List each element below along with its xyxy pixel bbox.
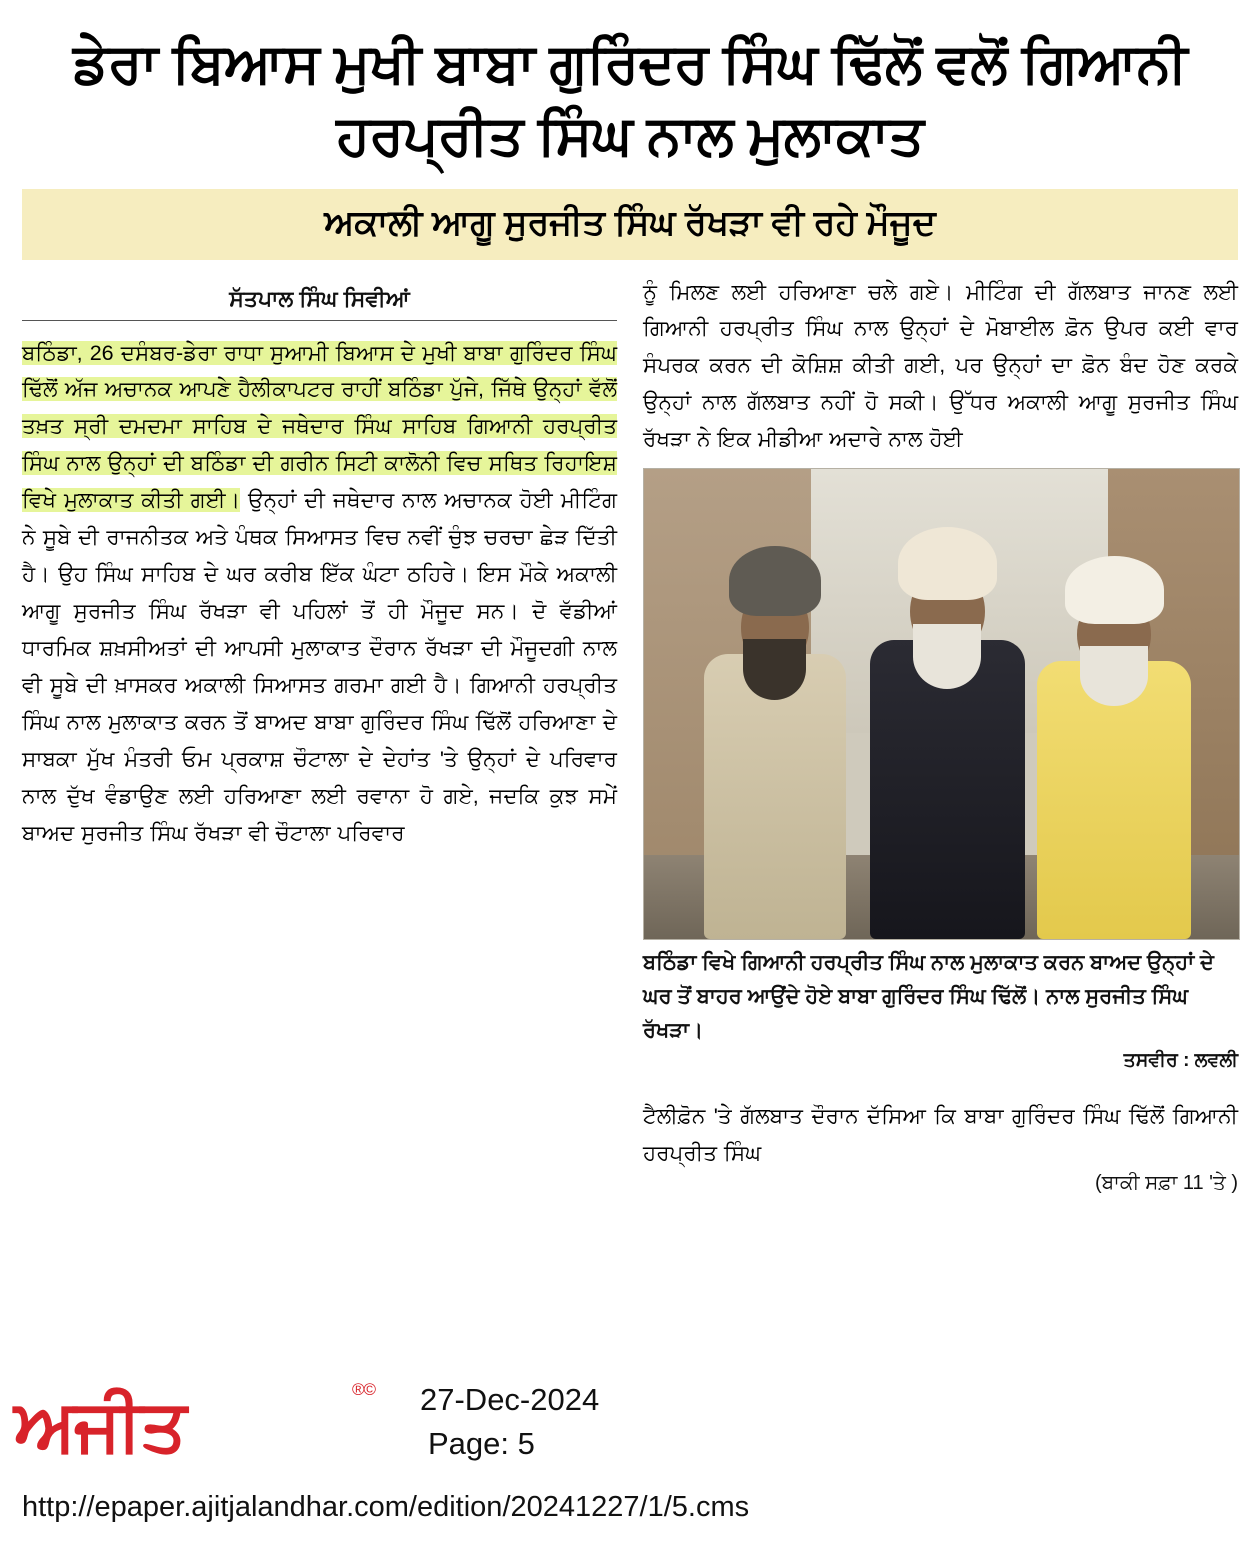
photo-person-right-turban	[1065, 556, 1164, 624]
right-column-bottom-text: ਟੈਲੀਫ਼ੋਨ 'ਤੇ ਗੱਲਬਾਤ ਦੌਰਾਨ ਦੱਸਿਆ ਕਿ ਬਾਬਾ ਗੁਰਿੰਦਰ ਸਿੰਘ ਢਿੱਲੋਂ ਗਿਆਨੀ ਹਰਪ੍ਰੀਤ ਸਿੰਘ	[643, 1104, 1238, 1166]
article-columns	[22, 274, 1238, 1196]
right-column	[643, 274, 1238, 1196]
photo-person-right	[1037, 563, 1192, 939]
photo-person-center-turban	[898, 527, 997, 600]
page-title: ਡੇਰਾ ਬਿਆਸ ਮੁਖੀ ਬਾਬਾ ਗੁਰਿੰਦਰ ਸਿੰਘ ਢਿੱਲੋਂ ਵਲੋਂ ਗਿਆਨੀ ਹਰਪ੍ਰੀਤ ਸਿੰਘ ਨਾਲ ਮੁਲਾਕਾਤ	[72, 32, 1188, 166]
left-column	[22, 274, 617, 1196]
photo-credit: ਤਸਵੀਰ : ਲਵਲੀ	[1123, 1050, 1238, 1072]
byline: ਸੱਤਪਾਲ ਸਿੰਘ ਸਿਵੀਆਂ	[229, 285, 410, 311]
right-column-top-text: ਨੂੰ ਮਿਲਣ ਲਈ ਹਰਿਆਣਾ ਚਲੇ ਗਏ। ਮੀਟਿੰਗ ਦੀ ਗੱਲਬਾਤ ਜਾਨਣ ਲਈ ਗਿਆਨੀ ਹਰਪ੍ਰੀਤ ਸਿੰਘ ਨਾਲ ਉਨ੍ਹਾਂ ਦੇ ਮੋਬਾਈਲ ਫ਼ੋਨ ਉਪਰ ਕਈ ਵਾਰ ਸੰਪਰਕ ਕਰਨ ਦੀ ਕੋਸ਼ਿਸ਼ ਕੀਤੀ ਗਈ, ਪਰ ਉਨ੍ਹਾਂ ਦਾ ਫ਼ੋਨ ਬੰਦ ਹੋਣ ਕਰਕੇ ਉਨ੍ਹਾਂ ਨਾਲ ਗੱਲਬਾਤ ਨਹੀਂ ਹੋ ਸਕੀ। ਉੱਧਰ ਅਕਾਲੀ ਆਗੂ ਸੁਰਜੀਤ ਸਿੰਘ ਰੱਖੜਾ ਨੇ ਇਕ ਮੀਡੀਆ ਅਦਾਰੇ ਨਾਲ ਹੋਈ	[643, 279, 1238, 452]
subheadline: ਅਕਾਲੀ ਆਗੂ ਸੁਰਜੀਤ ਸਿੰਘ ਰੱਖੜਾ ਵੀ ਰਹੇ ਮੌਜੂਦ	[22, 189, 1238, 260]
photo-person-left	[704, 554, 847, 939]
byline-divider	[22, 320, 617, 321]
photo-person-center	[870, 535, 1025, 939]
left-column-remaining-text: ਉਨ੍ਹਾਂ ਦੀ ਜਥੇਦਾਰ ਨਾਲ ਅਚਾਨਕ ਹੋਈ ਮੀਟਿੰਗ ਨੇ ਸੂਬੇ ਦੀ ਰਾਜਨੀਤਕ ਅਤੇ ਪੰਥਕ ਸਿਆਸਤ ਵਿਚ ਨਵੀਂ ਚੁੰਝ ਚਰਚਾ ਛੇੜ ਦਿੱਤੀ ਹੈ। ਉਹ ਸਿੰਘ ਸਾਹਿਬ ਦੇ ਘਰ ਕਰੀਬ ਇੱਕ ਘੰਟਾ ਠਹਿਰੇ। ਇਸ ਮੌਕੇ ਅਕਾਲੀ ਆਗੂ ਸੁਰਜੀਤ ਸਿੰਘ ਰੱਖੜਾ ਵੀ ਪਹਿਲਾਂ ਤੋਂ ਹੀ ਮੌਜੂਦ ਸਨ। ਦੋ ਵੱਡੀਆਂ ਧਾਰਮਿਕ ਸ਼ਖ਼ਸੀਅਤਾਂ ਦੀ ਆਪਸੀ ਮੁਲਾਕਾਤ ਦੌਰਾਨ ਰੱਖੜਾ ਦੀ ਮੌਜੂਦਗੀ ਨਾਲ ਵੀ ਸੂਬੇ ਦੀ ਖ਼ਾਸਕਰ ਅਕਾਲੀ ਸਿਆਸਤ ਗਰਮਾ ਗਈ ਹੈ। ਗਿਆਨੀ ਹਰਪ੍ਰੀਤ ਸਿੰਘ ਨਾਲ ਮੁਲਾਕਾਤ ਕਰਨ ਤੋਂ ਬਾਅਦ ਬਾਬਾ ਗੁਰਿੰਦਰ ਸਿੰਘ ਢਿੱਲੋਂ ਹਰਿਆਣਾ ਦੇ ਸਾਬਕਾ ਮੁੱਖ ਮੰਤਰੀ ਓਮ ਪ੍ਰਕਾਸ਼ ਚੌਟਾਲਾ ਦੇ ਦੇਹਾਂਤ 'ਤੇ ਉਨ੍ਹਾਂ ਦੇ ਪਰਿਵਾਰ ਨਾਲ ਦੁੱਖ ਵੰਡਾਉਣ ਲਈ ਹਰਿਆਣਾ ਲਈ ਰਵਾਨਾ ਹੋ ਗਏ, ਜਦਕਿ ਕੁਝ ਸਮੇਂ ਬਾਅਦ ਸੁਰਜੀਤ ਸਿੰਘ ਰੱਖੜਾ ਵੀ ਚੌਟਾਲਾ ਪਰਿਵਾਰ	[22, 488, 617, 846]
registered-trademark-icon: ®©	[352, 1380, 376, 1399]
continued-on-page-note: (ਬਾਕੀ ਸਫ਼ਾ 11 'ਤੇ )	[1095, 1172, 1238, 1195]
photo-person-center-beard	[913, 624, 981, 689]
article-photo	[643, 468, 1240, 940]
left-column-body	[22, 335, 617, 853]
photo-person-left-turban	[729, 546, 820, 615]
photo-caption: ਬਠਿੰਡਾ ਵਿਖੇ ਗਿਆਨੀ ਹਰਪ੍ਰੀਤ ਸਿੰਘ ਨਾਲ ਮੁਲਾਕਾਤ ਕਰਨ ਬਾਅਦ ਉਨ੍ਹਾਂ ਦੇ ਘਰ ਤੋਂ ਬਾਹਰ ਆਉਂਦੇ ਹੋਏ ਬਾਬਾ ਗੁਰਿੰਦਰ ਸਿੰਘ ਢਿੱਲੋਂ। ਨਾਲ ਸੁਰਜੀਤ ਸਿੰਘ ਰੱਖੜਾ।	[643, 951, 1214, 1043]
publication-date: 27-Dec-2024	[420, 1382, 600, 1417]
source-url[interactable]: http://epaper.ajitjalandhar.com/edition/20241227/1/5.cms	[22, 1491, 750, 1523]
article-photo-wrapper	[643, 468, 1238, 940]
newspaper-clipping-page	[0, 28, 1260, 1548]
highlighted-lead-paragraph: ਬਠਿੰਡਾ, 26 ਦਸੰਬਰ-ਡੇਰਾ ਰਾਧਾ ਸੁਆਮੀ ਬਿਆਸ ਦੇ ਮੁਖੀ ਬਾਬਾ ਗੁਰਿੰਦਰ ਸਿੰਘ ਢਿੱਲੋਂ ਅੱਜ ਅਚਾਨਕ ਆਪਣੇ ਹੈਲੀਕਾਪਟਰ ਰਾਹੀਂ ਬਠਿੰਡਾ ਪੁੱਜੇ, ਜਿੱਥੇ ਉਨ੍ਹਾਂ ਵੱਲੋਂ ਤਖ਼ਤ ਸ੍ਰੀ ਦਮਦਮਾ ਸਾਹਿਬ ਦੇ ਜਥੇਦਾਰ ਸਿੰਘ ਸਾਹਿਬ ਗਿਆਨੀ ਹਰਪ੍ਰੀਤ ਸਿੰਘ ਨਾਲ ਉਨ੍ਹਾਂ ਦੀ ਬਠਿੰਡਾ ਦੀ ਗਰੀਨ ਸਿਟੀ ਕਾਲੋਨੀ ਵਿਚ ਸਥਿਤ ਰਿਹਾਇਸ਼ ਵਿਖੇ ਮੁਲਾਕਾਤ ਕੀਤੀ ਗਈ।	[22, 340, 617, 513]
footer	[0, 1348, 1260, 1548]
page-number: Page: 5	[428, 1426, 535, 1461]
photo-person-right-beard	[1080, 646, 1148, 706]
ajit-masthead-logo: ਅਜੀਤ	[14, 1386, 185, 1466]
